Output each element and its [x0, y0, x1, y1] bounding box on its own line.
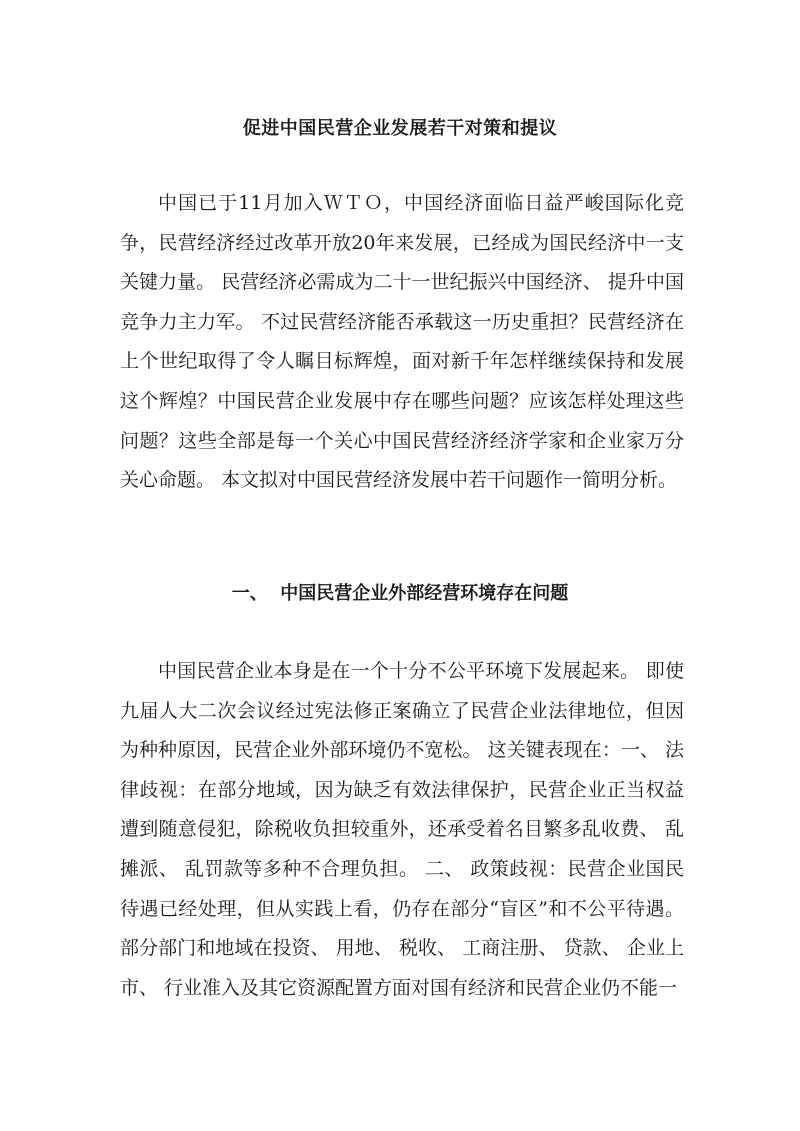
- section-1-heading: 一、 中国民营企业外部经营环境存在问题: [231, 582, 569, 604]
- section-1-paragraph: 中国民营企业本身是在一个十分不公平环境下发展起来。 即使九届人大二次会议经过宪法修正案确立了民营企业法律地位，但因为种种原因，民营企业外部环境仍不宽松。 这关键表现在：一、 法律歧视：在部分地域，因为缺乏有效法律保护，民营企业正当权益遭到随意侵犯，除税收负担较重外，还承受着名目繁多乱收费、 乱摊派、 乱罚款等多种不合理负担。 二、 政策歧视：民营企业国民待遇已经处理，但从实践上看，仍存在部分“盲区”和不公平待遇。 部分部门和地域在投资、 用地、 税收、 工商注册、 贷款、 企业上市、 行业准入及其它资源配置方面对国有经济和民营企业仍不能一: [120, 660, 684, 999]
- intro-paragraph: 中国已于11月加入ＷＴＯ，中国经济面临日益严峻国际化竞争，民营经济经过改革开放20年来发展，已经成为国民经济中一支关键力量。 民营经济必需成为二十一世纪振兴中国经济、 提升中国竞争力主力军。 不过民营经济能否承载这一历史重担？民营经济在上个世纪取得了令人瞩目标辉煌，面对新千年怎样继续保持和发展这个辉煌？中国民营企业发展中存在哪些问题？应该怎样处理这些问题？这些全部是每一个关心中国民营经济经济学家和企业家万分关心命题。 本文拟对中国民营经济发展中若干问题作一简明分析。: [120, 192, 684, 492]
- document-title: 促进中国民营企业发展若干对策和提议: [242, 118, 558, 140]
